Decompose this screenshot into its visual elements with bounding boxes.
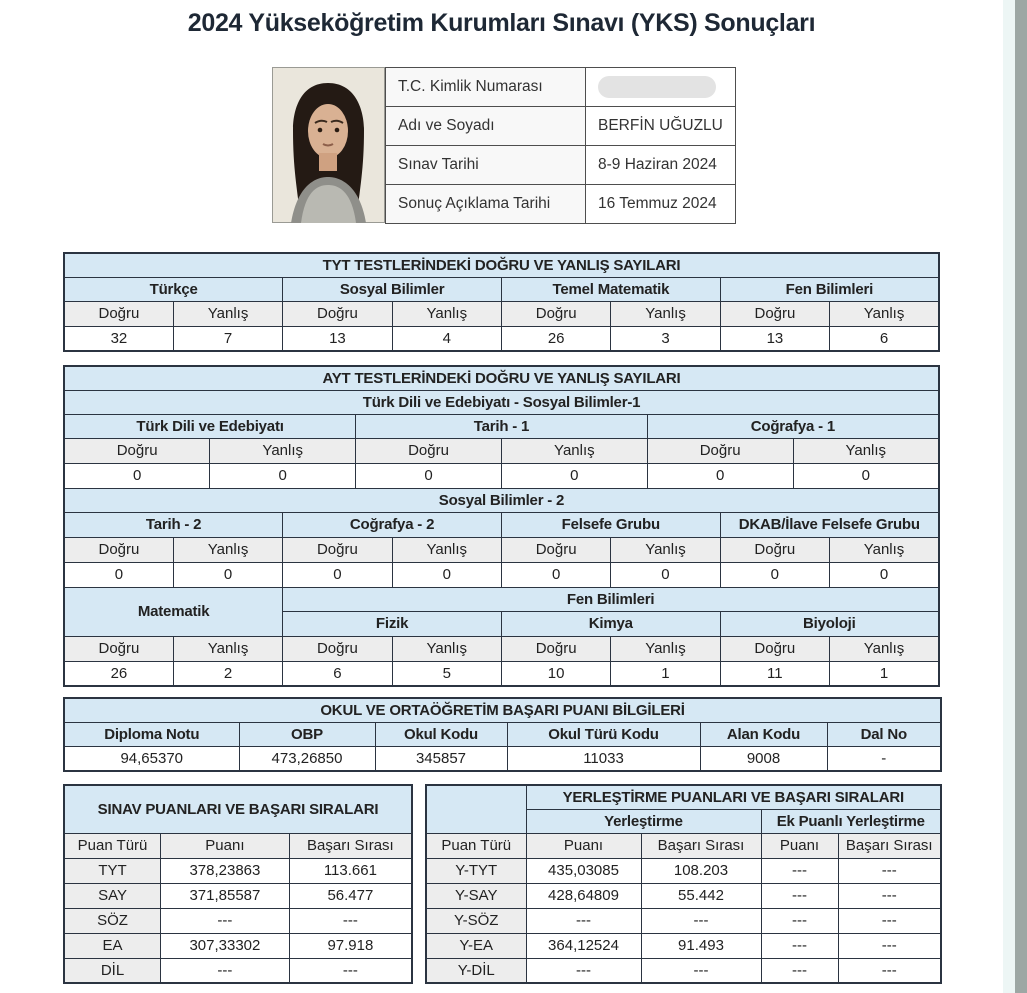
rank-value: --- xyxy=(289,958,412,983)
correct-value: 0 xyxy=(501,562,610,587)
placement-title-row xyxy=(426,785,941,809)
school-code-value: 345857 xyxy=(375,746,507,771)
wrong-label: Yanlış xyxy=(392,301,501,326)
correct-label: Doğru xyxy=(283,636,392,661)
correct-value: 0 xyxy=(720,562,829,587)
correct-label: Doğru xyxy=(501,537,610,562)
ayt-section-header: Tarih - 2 xyxy=(64,512,283,537)
correct-label: Doğru xyxy=(720,537,829,562)
score-type: Y-SÖZ xyxy=(426,908,526,933)
score-value: 307,33302 xyxy=(161,933,290,958)
tyt-section-header: Türkçe xyxy=(64,277,283,301)
score-value: 371,85587 xyxy=(161,883,290,908)
rank-value: 97.918 xyxy=(289,933,412,958)
identity-row xyxy=(386,107,736,146)
ayt-results-table xyxy=(63,365,940,687)
wrong-value: 0 xyxy=(173,562,282,587)
score-value: 364,12524 xyxy=(526,933,641,958)
school-column-header: Dal No xyxy=(827,722,941,746)
correct-value: 0 xyxy=(64,562,173,587)
identity-row xyxy=(386,185,736,224)
tyt-value-row xyxy=(64,326,939,351)
exam-column-row xyxy=(64,833,412,858)
score-value: 378,23863 xyxy=(161,858,290,883)
column-header-score: Puanı xyxy=(161,833,290,858)
rank-value: 91.493 xyxy=(641,933,761,958)
identity-table xyxy=(385,67,736,224)
ayt-group3-value-row xyxy=(64,661,939,686)
ayt-section-header: Coğrafya - 2 xyxy=(283,512,502,537)
tyt-section-header: Temel Matematik xyxy=(502,277,721,301)
wrong-value: 0 xyxy=(501,463,647,488)
extra-rank-value: --- xyxy=(838,933,941,958)
school-column-header: OBP xyxy=(239,722,375,746)
extra-rank-value: --- xyxy=(838,958,941,983)
correct-label: Doğru xyxy=(64,301,173,326)
identity-row xyxy=(386,146,736,185)
rank-value: 55.442 xyxy=(641,883,761,908)
identity-row xyxy=(386,68,736,107)
extra-rank-value: --- xyxy=(838,908,941,933)
score-type: SÖZ xyxy=(64,908,161,933)
ayt-section-header: Felsefe Grubu xyxy=(501,512,720,537)
student-photo xyxy=(272,67,385,223)
correct-value: 6 xyxy=(283,661,392,686)
score-type: Y-EA xyxy=(426,933,526,958)
wrong-label: Yanlış xyxy=(830,537,939,562)
tyt-section-header: Sosyal Bilimler xyxy=(283,277,502,301)
ayt-section-header: Tarih - 1 xyxy=(356,414,648,438)
ayt-section-header: Türk Dili ve Edebiyatı xyxy=(64,414,356,438)
score-type: SAY xyxy=(64,883,161,908)
wrong-value: 0 xyxy=(392,562,501,587)
score-type: DİL xyxy=(64,958,161,983)
correct-value: 11 xyxy=(720,661,829,686)
correct-value: 0 xyxy=(356,463,502,488)
extra-score-value: --- xyxy=(761,883,838,908)
placement-row-ysoz xyxy=(426,908,941,933)
correct-value: 26 xyxy=(502,326,611,351)
column-header-rank: Başarı Sırası xyxy=(641,833,761,858)
school-type-code-value: 11033 xyxy=(507,746,700,771)
score-value: 435,03085 xyxy=(526,858,641,883)
wrong-label: Yanlış xyxy=(173,537,282,562)
score-type: EA xyxy=(64,933,161,958)
score-type: Y-SAY xyxy=(426,883,526,908)
page-title: 2024 Yükseköğretim Kurumları Sınavı (YKS) Sonuçları xyxy=(187,9,816,37)
ayt-science-header: Fen Bilimleri xyxy=(283,587,939,611)
exam-row-tyt xyxy=(64,858,412,883)
branch-no-value: - xyxy=(827,746,941,771)
ayt-group2-section-row xyxy=(64,512,939,537)
wrong-value: 0 xyxy=(793,463,939,488)
column-header-score-type: Puan Türü xyxy=(64,833,161,858)
school-column-header: Diploma Notu xyxy=(64,722,239,746)
correct-value: 32 xyxy=(64,326,173,351)
tyt-section-header: Fen Bilimleri xyxy=(720,277,939,301)
correct-value: 0 xyxy=(64,463,210,488)
placement-group-header: Yerleştirme xyxy=(526,809,761,833)
identity-value: 16 Temmuz 2024 xyxy=(586,185,736,224)
correct-label: Doğru xyxy=(64,537,173,562)
rank-value: 56.477 xyxy=(289,883,412,908)
correct-label: Doğru xyxy=(720,301,829,326)
correct-label: Doğru xyxy=(64,438,210,463)
column-header-score-type: Puan Türü xyxy=(426,833,526,858)
rank-value: --- xyxy=(641,908,761,933)
score-type: Y-TYT xyxy=(426,858,526,883)
school-info-table xyxy=(63,697,942,772)
tyt-results-table xyxy=(63,252,940,352)
ayt-section-header: Kimya xyxy=(501,611,720,636)
extra-rank-value: --- xyxy=(838,858,941,883)
correct-value: 13 xyxy=(283,326,392,351)
wrong-label: Yanlış xyxy=(611,301,720,326)
rank-value: 108.203 xyxy=(641,858,761,883)
correct-label: Doğru xyxy=(283,301,392,326)
wrong-value: 0 xyxy=(611,562,720,587)
correct-label: Doğru xyxy=(356,438,502,463)
identity-label: Adı ve Soyadı xyxy=(386,107,586,146)
wrong-value: 1 xyxy=(611,661,720,686)
placement-corner-cell xyxy=(426,785,526,833)
correct-value: 26 xyxy=(64,661,173,686)
correct-label: Doğru xyxy=(720,636,829,661)
ayt-section-header: Fizik xyxy=(283,611,502,636)
identity-card xyxy=(272,67,736,224)
wrong-value: 0 xyxy=(210,463,356,488)
ayt-group3-header-row xyxy=(64,587,939,611)
ayt-section-header: DKAB/İlave Felsefe Grubu xyxy=(720,512,939,537)
wrong-label: Yanlış xyxy=(830,301,939,326)
obp-value: 473,26850 xyxy=(239,746,375,771)
identity-label: T.C. Kimlik Numarası xyxy=(386,68,586,107)
correct-label: Doğru xyxy=(64,636,173,661)
identity-value-redacted xyxy=(586,68,736,107)
exam-row-dil xyxy=(64,958,412,983)
ayt-group1-label-row xyxy=(64,438,939,463)
extra-score-value: --- xyxy=(761,858,838,883)
identity-label: Sonuç Açıklama Tarihi xyxy=(386,185,586,224)
scrollbar-thumb[interactable] xyxy=(1015,0,1027,993)
identity-value: 8-9 Haziran 2024 xyxy=(586,146,736,185)
rank-value: --- xyxy=(289,908,412,933)
wrong-label: Yanlış xyxy=(793,438,939,463)
placement-row-ysay xyxy=(426,883,941,908)
wrong-value: 3 xyxy=(611,326,720,351)
ayt-title: AYT TESTLERİNDEKİ DOĞRU VE YANLIŞ SAYILARI xyxy=(64,366,939,390)
score-value: 428,64809 xyxy=(526,883,641,908)
extra-score-value: --- xyxy=(761,958,838,983)
column-header-extra-rank: Başarı Sırası xyxy=(838,833,941,858)
placement-row-ytyt xyxy=(426,858,941,883)
wrong-value: 1 xyxy=(830,661,939,686)
column-header-score: Puanı xyxy=(526,833,641,858)
exam-scores-table xyxy=(63,784,413,984)
correct-label: Doğru xyxy=(501,636,610,661)
wrong-label: Yanlış xyxy=(501,438,647,463)
redaction-blob xyxy=(598,76,716,98)
wrong-value: 2 xyxy=(173,661,282,686)
wrong-value: 6 xyxy=(830,326,939,351)
tyt-section-row xyxy=(64,277,939,301)
rank-value: 113.661 xyxy=(289,858,412,883)
correct-value: 10 xyxy=(501,661,610,686)
ayt-section-header: Biyoloji xyxy=(720,611,939,636)
ayt-group1-value-row xyxy=(64,463,939,488)
score-value: --- xyxy=(161,958,290,983)
diploma-grade-value: 94,65370 xyxy=(64,746,239,771)
tyt-label-row xyxy=(64,301,939,326)
ayt-math-header: Matematik xyxy=(64,587,283,636)
wrong-label: Yanlış xyxy=(611,537,720,562)
wrong-value: 0 xyxy=(830,562,939,587)
placement-row-yea xyxy=(426,933,941,958)
wrong-label: Yanlış xyxy=(173,636,282,661)
identity-label: Sınav Tarihi xyxy=(386,146,586,185)
ayt-section-header: Coğrafya - 1 xyxy=(647,414,939,438)
extra-placement-group-header: Ek Puanlı Yerleştirme xyxy=(761,809,941,833)
placement-title: YERLEŞTİRME PUANLARI VE BAŞARI SIRALARI xyxy=(526,785,941,809)
wrong-label: Yanlış xyxy=(611,636,720,661)
score-type: Y-DİL xyxy=(426,958,526,983)
correct-value: 0 xyxy=(283,562,392,587)
score-value: --- xyxy=(526,908,641,933)
school-column-header: Okul Kodu xyxy=(375,722,507,746)
column-header-extra-score: Puanı xyxy=(761,833,838,858)
score-value: --- xyxy=(526,958,641,983)
exam-row-say xyxy=(64,883,412,908)
ayt-group2-value-row xyxy=(64,562,939,587)
wrong-label: Yanlış xyxy=(392,636,501,661)
placement-column-row xyxy=(426,833,941,858)
score-type: TYT xyxy=(64,858,161,883)
extra-score-value: --- xyxy=(761,933,838,958)
ayt-group1-title: Türk Dili ve Edebiyatı - Sosyal Bilimler-1 xyxy=(64,390,939,414)
score-value: --- xyxy=(161,908,290,933)
exam-row-soz xyxy=(64,908,412,933)
extra-score-value: --- xyxy=(761,908,838,933)
school-column-row xyxy=(64,722,941,746)
ayt-group1-section-row xyxy=(64,414,939,438)
exam-row-ea xyxy=(64,933,412,958)
wrong-label: Yanlış xyxy=(210,438,356,463)
wrong-label: Yanlış xyxy=(173,301,282,326)
extra-rank-value: --- xyxy=(838,883,941,908)
correct-label: Doğru xyxy=(647,438,793,463)
scrollbar-track xyxy=(1003,0,1015,993)
wrong-label: Yanlış xyxy=(392,537,501,562)
placement-scores-table xyxy=(425,784,942,984)
wrong-value: 7 xyxy=(173,326,282,351)
exam-scores-title: SINAV PUANLARI VE BAŞARI SIRALARI xyxy=(64,785,412,833)
rank-value: --- xyxy=(641,958,761,983)
wrong-value: 4 xyxy=(392,326,501,351)
school-title: OKUL VE ORTAÖĞRETİM BAŞARI PUANI BİLGİLERİ xyxy=(64,698,941,722)
correct-label: Doğru xyxy=(283,537,392,562)
ayt-group3-label-row xyxy=(64,636,939,661)
correct-value: 13 xyxy=(720,326,829,351)
ayt-group2-title: Sosyal Bilimler - 2 xyxy=(64,488,939,512)
field-code-value: 9008 xyxy=(700,746,827,771)
school-column-header: Alan Kodu xyxy=(700,722,827,746)
ayt-group2-label-row xyxy=(64,537,939,562)
wrong-label: Yanlış xyxy=(830,636,939,661)
tyt-title: TYT TESTLERİNDEKİ DOĞRU VE YANLIŞ SAYILARI xyxy=(64,253,939,277)
wrong-value: 5 xyxy=(392,661,501,686)
correct-label: Doğru xyxy=(502,301,611,326)
column-header-rank: Başarı Sırası xyxy=(289,833,412,858)
identity-value: BERFİN UĞUZLU xyxy=(586,107,736,146)
school-column-header: Okul Türü Kodu xyxy=(507,722,700,746)
placement-row-ydil xyxy=(426,958,941,983)
correct-value: 0 xyxy=(647,463,793,488)
school-value-row xyxy=(64,746,941,771)
